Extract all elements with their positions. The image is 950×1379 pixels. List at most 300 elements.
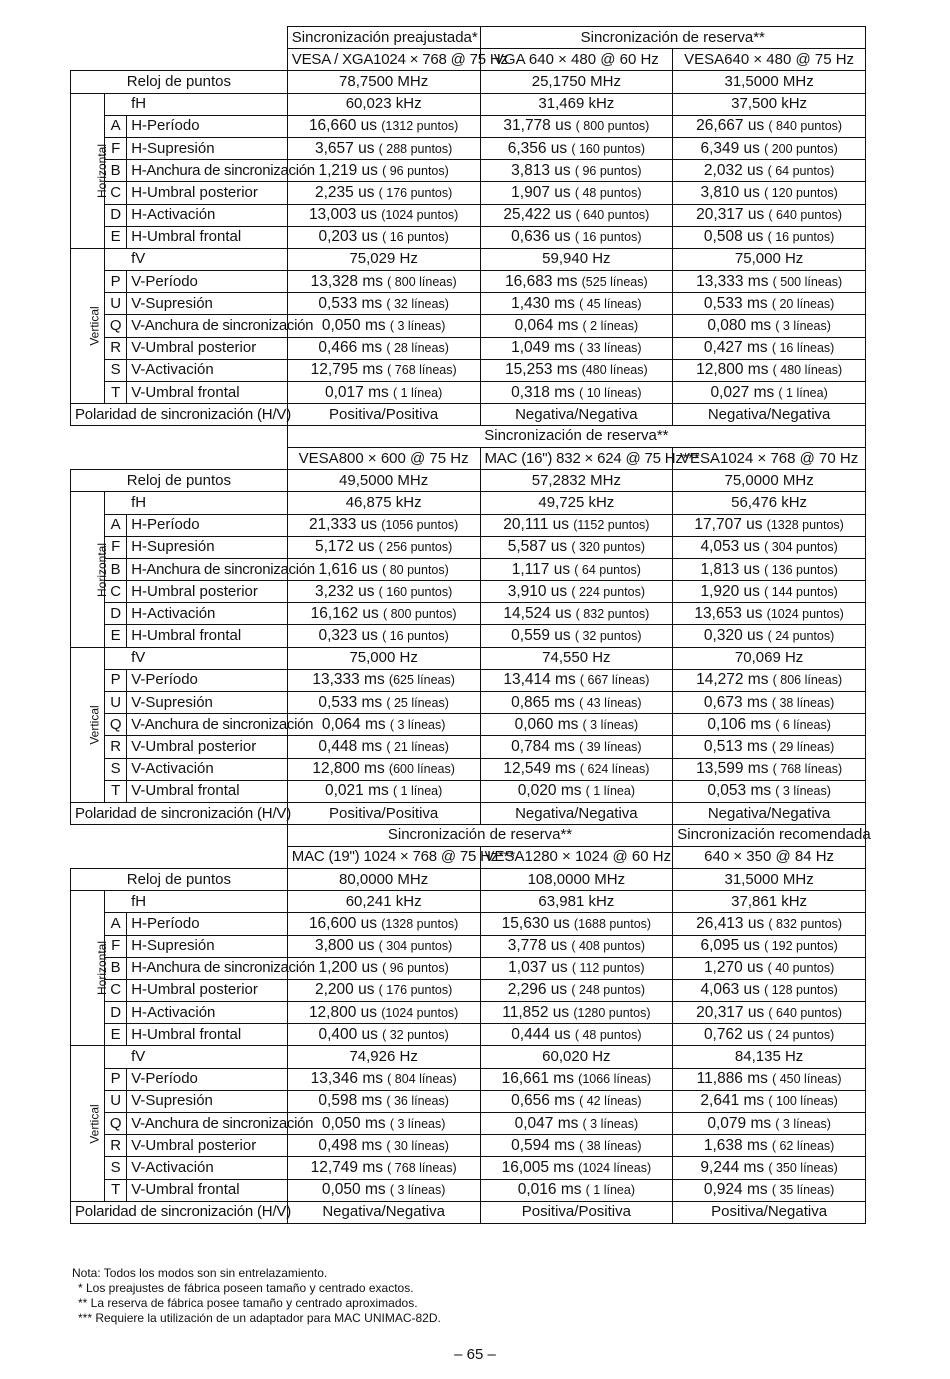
row-letter: P bbox=[105, 1068, 127, 1090]
row-letter: P bbox=[105, 669, 127, 691]
table-row bbox=[71, 736, 866, 758]
table-row bbox=[71, 315, 866, 337]
timing-value: 4,063 us bbox=[700, 981, 760, 999]
value-cell bbox=[673, 957, 866, 979]
count-value: ( 2 líneas) bbox=[582, 319, 639, 334]
count-value: ( 224 puntos) bbox=[571, 584, 646, 599]
count-value: ( 100 líneas) bbox=[768, 1094, 838, 1109]
vertical-group-label bbox=[71, 647, 105, 802]
timing-value: 2,641 ms bbox=[700, 1092, 765, 1110]
table-row bbox=[71, 1157, 866, 1179]
value-cell bbox=[673, 603, 866, 625]
count-value: ( 16 puntos) bbox=[382, 230, 449, 245]
value-cell bbox=[673, 1024, 866, 1046]
timing-value: 0,784 ms bbox=[511, 738, 575, 755]
row-label: fH bbox=[105, 93, 288, 115]
count-value: ( 16 puntos) bbox=[574, 230, 642, 245]
count-value: ( 21 líneas) bbox=[386, 740, 449, 754]
row-letter: T bbox=[105, 780, 127, 802]
timing-value: 0,508 us bbox=[703, 228, 764, 246]
count-value: ( 3 líneas) bbox=[389, 1116, 446, 1131]
row-letter: P bbox=[105, 271, 127, 293]
count-value: ( 640 puntos) bbox=[768, 1005, 843, 1020]
value-cell: Negativa/Negativa bbox=[480, 404, 673, 426]
table-row bbox=[71, 115, 866, 137]
value-cell bbox=[673, 514, 866, 536]
value-cell bbox=[480, 536, 673, 558]
count-value: ( 176 puntos) bbox=[378, 185, 453, 200]
value-cell bbox=[673, 780, 866, 802]
count-value: ( 1 línea) bbox=[392, 385, 443, 400]
value-cell bbox=[480, 204, 673, 226]
value-cell: 80,0000 MHz bbox=[287, 868, 480, 890]
table-row bbox=[71, 957, 866, 979]
timing-page bbox=[70, 26, 870, 1224]
timing-value: 11,852 us bbox=[502, 1003, 570, 1021]
table-row bbox=[71, 182, 866, 204]
timing-table bbox=[70, 26, 866, 426]
timing-value: 15,253 ms bbox=[505, 361, 578, 379]
timing-value: 1,430 ms bbox=[511, 294, 575, 312]
value-cell bbox=[480, 913, 673, 935]
count-value: (525 líneas) bbox=[581, 274, 648, 289]
table-row bbox=[71, 1135, 866, 1157]
timing-value: 16,600 us bbox=[308, 914, 378, 932]
timing-value: 0,021 ms bbox=[325, 782, 389, 800]
value-cell bbox=[287, 758, 480, 780]
row-label: fH bbox=[105, 492, 288, 514]
timing-value: 16,683 ms bbox=[505, 272, 578, 290]
timing-value: 1,117 us bbox=[511, 560, 571, 578]
value-cell: 37,500 kHz bbox=[673, 93, 866, 115]
value-cell bbox=[673, 736, 866, 758]
value-cell bbox=[673, 359, 866, 381]
clock-label: Reloj de puntos bbox=[71, 71, 288, 93]
note-line: *** Requiere la utilización de un adaptador para MAC UNIMAC-82D. bbox=[78, 1311, 441, 1325]
timing-value: 0,924 ms bbox=[703, 1181, 768, 1199]
timing-value: 0,203 us bbox=[318, 228, 378, 246]
value-cell: Negativa/Negativa bbox=[287, 1201, 480, 1223]
timing-value: 0,320 us bbox=[703, 627, 764, 645]
value-cell: 74,926 Hz bbox=[287, 1046, 480, 1068]
row-label: fV bbox=[105, 248, 288, 270]
count-value: ( 1 línea) bbox=[392, 784, 443, 799]
value-cell bbox=[480, 1113, 673, 1135]
horizontal-group-label bbox=[71, 891, 110, 1046]
timing-value: 13,328 ms bbox=[310, 272, 383, 290]
vertical-group-label bbox=[71, 248, 105, 403]
value-cell bbox=[287, 957, 480, 979]
timing-value: 0,533 ms bbox=[703, 294, 768, 312]
timing-value: 13,333 ms bbox=[696, 272, 769, 290]
row-label: V-Umbral posterior bbox=[127, 736, 288, 758]
timing-value: 0,498 ms bbox=[318, 1136, 383, 1154]
value-cell bbox=[480, 226, 673, 248]
count-value: (625 líneas) bbox=[388, 673, 455, 688]
value-cell bbox=[673, 558, 866, 580]
count-value: ( 38 líneas) bbox=[579, 1138, 642, 1153]
value-cell bbox=[287, 293, 480, 315]
timing-value: 1,616 us bbox=[318, 560, 378, 578]
value-cell bbox=[673, 226, 866, 248]
row-letter: B bbox=[105, 558, 127, 580]
count-value: ( 408 puntos) bbox=[571, 939, 646, 954]
value-cell bbox=[287, 714, 480, 736]
count-value: ( 1 línea) bbox=[778, 385, 828, 400]
timing-value: 1,270 us bbox=[703, 959, 764, 977]
row-label: H-Anchura de sincronización bbox=[127, 160, 288, 182]
mode-header: VESA1024 × 768 @ 70 Hz bbox=[673, 447, 866, 469]
timing-value: 12,800 ms bbox=[312, 760, 385, 778]
timing-value: 2,235 us bbox=[314, 183, 375, 201]
table-row bbox=[71, 1068, 866, 1090]
timing-value: 17,707 us bbox=[694, 516, 763, 534]
timing-value: 13,346 ms bbox=[310, 1070, 383, 1088]
row-letter: D bbox=[105, 603, 127, 625]
row-label: V-Umbral frontal bbox=[127, 382, 288, 404]
count-value: ( 256 puntos) bbox=[378, 540, 453, 555]
value-cell bbox=[673, 1179, 866, 1201]
timing-value: 11,886 ms bbox=[696, 1070, 768, 1088]
value-cell: 49,725 kHz bbox=[480, 492, 673, 514]
clock-label: Reloj de puntos bbox=[71, 868, 288, 890]
count-value: ( 40 puntos) bbox=[767, 961, 835, 976]
group-label-text: Horizontal bbox=[95, 143, 110, 198]
timing-value: 0,060 ms bbox=[514, 715, 579, 733]
row-letter: Q bbox=[105, 714, 127, 736]
row-label: V-Activación bbox=[127, 359, 288, 381]
row-letter: U bbox=[105, 1090, 127, 1112]
value-cell bbox=[480, 714, 673, 736]
count-value: ( 20 líneas) bbox=[771, 296, 835, 311]
group-header: Sincronización preajustada* bbox=[287, 27, 480, 49]
timing-value: 12,800 us bbox=[308, 1003, 378, 1021]
count-value: ( 43 líneas) bbox=[579, 695, 642, 710]
count-value: ( 248 puntos) bbox=[571, 983, 646, 998]
table-row bbox=[71, 248, 866, 270]
value-cell bbox=[480, 1068, 673, 1090]
table-row bbox=[71, 293, 866, 315]
value-cell bbox=[287, 603, 480, 625]
row-letter: Q bbox=[105, 315, 127, 337]
mode-header: MAC (19") 1024 × 768 @ 75 Hz*** bbox=[287, 846, 480, 868]
timing-value: 14,272 ms bbox=[696, 671, 769, 689]
value-cell bbox=[673, 758, 866, 780]
count-value: ( 16 puntos) bbox=[767, 230, 835, 245]
value-cell: 31,5000 MHz bbox=[673, 71, 866, 93]
value-cell bbox=[480, 514, 673, 536]
value-cell bbox=[673, 1090, 866, 1112]
table-row bbox=[71, 868, 866, 890]
timing-value: 0,533 ms bbox=[318, 693, 383, 711]
table-row bbox=[71, 692, 866, 714]
timing-value: 0,427 ms bbox=[703, 339, 768, 357]
value-cell bbox=[673, 536, 866, 558]
count-value: (1024 puntos) bbox=[381, 208, 459, 223]
count-value: ( 96 puntos) bbox=[382, 163, 449, 178]
timing-value: 3,657 us bbox=[314, 139, 375, 157]
table-row bbox=[71, 226, 866, 248]
count-value: ( 3 líneas) bbox=[389, 319, 446, 334]
timing-value: 12,549 ms bbox=[503, 760, 576, 778]
value-cell bbox=[480, 382, 673, 404]
timing-value: 0,598 ms bbox=[318, 1092, 383, 1110]
value-cell bbox=[673, 625, 866, 647]
value-cell bbox=[287, 226, 480, 248]
row-label: H-Período bbox=[127, 115, 288, 137]
timing-tables bbox=[70, 26, 870, 1224]
value-cell bbox=[480, 957, 673, 979]
table-row bbox=[71, 581, 866, 603]
timing-value: 0,106 ms bbox=[707, 715, 772, 733]
note-line: ** La reserva de fábrica posee tamaño y centrado aproximados. bbox=[78, 1296, 418, 1310]
timing-value: 1,813 us bbox=[700, 560, 760, 578]
row-label: H-Supresión bbox=[127, 536, 288, 558]
row-label: H-Umbral frontal bbox=[127, 226, 288, 248]
value-cell bbox=[673, 1068, 866, 1090]
timing-value: 0,027 ms bbox=[710, 383, 775, 401]
count-value: ( 144 puntos) bbox=[764, 584, 838, 599]
value-cell: Positiva/Negativa bbox=[673, 1201, 866, 1223]
value-cell bbox=[287, 913, 480, 935]
value-cell: 84,135 Hz bbox=[673, 1046, 866, 1068]
row-label: H-Umbral frontal bbox=[127, 625, 288, 647]
timing-value: 6,356 us bbox=[507, 139, 568, 157]
value-cell: 74,550 Hz bbox=[480, 647, 673, 669]
value-cell bbox=[287, 1002, 480, 1024]
count-value: ( 200 puntos) bbox=[764, 141, 838, 156]
value-cell bbox=[287, 160, 480, 182]
count-value: ( 800 líneas) bbox=[387, 274, 457, 289]
count-value: ( 32 puntos) bbox=[574, 629, 642, 644]
timing-value: 0,448 ms bbox=[318, 738, 383, 755]
timing-value: 16,660 us bbox=[308, 117, 378, 135]
timing-value: 2,032 us bbox=[703, 161, 764, 179]
count-value: ( 768 líneas) bbox=[772, 762, 843, 777]
count-value: ( 32 líneas) bbox=[386, 296, 449, 311]
polarity-label: Polaridad de sincronización (H/V) bbox=[71, 404, 288, 426]
table-row bbox=[71, 891, 866, 913]
timing-value: 31,778 us bbox=[503, 117, 572, 135]
value-cell bbox=[673, 1113, 866, 1135]
table-row bbox=[71, 603, 866, 625]
value-cell: Negativa/Negativa bbox=[673, 802, 866, 824]
row-letter: S bbox=[105, 359, 127, 381]
mode-header: MAC (16") 832 × 624 @ 75 Hz*** bbox=[480, 447, 673, 469]
row-letter: F bbox=[105, 536, 127, 558]
count-value: (480 líneas) bbox=[581, 363, 648, 378]
count-value: ( 3 líneas) bbox=[582, 1116, 639, 1131]
value-cell bbox=[287, 1090, 480, 1112]
value-cell bbox=[480, 137, 673, 159]
value-cell bbox=[673, 182, 866, 204]
table-row bbox=[71, 802, 866, 824]
timing-value: 26,413 us bbox=[696, 914, 765, 932]
value-cell bbox=[287, 581, 480, 603]
table-row bbox=[71, 492, 866, 514]
value-cell bbox=[287, 1068, 480, 1090]
timing-value: 5,587 us bbox=[507, 538, 568, 556]
timing-value: 13,414 ms bbox=[503, 671, 576, 689]
value-cell bbox=[480, 780, 673, 802]
count-value: ( 32 puntos) bbox=[382, 1027, 449, 1042]
timing-value: 0,865 ms bbox=[511, 693, 575, 711]
value-cell: 37,861 kHz bbox=[673, 891, 866, 913]
row-letter: D bbox=[105, 1002, 127, 1024]
timing-value: 1,200 us bbox=[318, 959, 378, 977]
row-label: H-Umbral frontal bbox=[127, 1024, 288, 1046]
table-row bbox=[71, 1179, 866, 1201]
value-cell: 31,469 kHz bbox=[480, 93, 673, 115]
timing-value: 0,016 ms bbox=[517, 1181, 582, 1199]
timing-value: 12,749 ms bbox=[310, 1158, 383, 1176]
group-label-text: Vertical bbox=[87, 1103, 102, 1144]
row-label: V-Supresión bbox=[127, 692, 288, 714]
timing-value: 12,795 ms bbox=[310, 361, 383, 379]
value-cell bbox=[673, 913, 866, 935]
timing-value: 0,080 ms bbox=[707, 317, 772, 335]
value-cell bbox=[287, 115, 480, 137]
value-cell bbox=[287, 1024, 480, 1046]
timing-value: 0,533 ms bbox=[318, 294, 383, 312]
value-cell bbox=[287, 137, 480, 159]
mode-header: VGA 640 × 480 @ 60 Hz bbox=[480, 49, 673, 71]
value-cell bbox=[480, 115, 673, 137]
value-cell bbox=[673, 714, 866, 736]
timing-value: 12,800 ms bbox=[696, 361, 769, 379]
value-cell bbox=[480, 1157, 673, 1179]
count-value: ( 62 líneas) bbox=[771, 1138, 835, 1153]
row-letter: C bbox=[105, 581, 127, 603]
value-cell bbox=[480, 1090, 673, 1112]
row-letter: E bbox=[105, 625, 127, 647]
row-label: V-Activación bbox=[127, 1157, 288, 1179]
table-row bbox=[71, 758, 866, 780]
count-value: ( 6 líneas) bbox=[775, 717, 831, 732]
timing-table bbox=[70, 824, 871, 1224]
count-value: (1056 puntos) bbox=[381, 518, 459, 533]
value-cell: 31,5000 MHz bbox=[673, 868, 866, 890]
table-row bbox=[71, 271, 866, 293]
table-row bbox=[71, 93, 866, 115]
value-cell bbox=[480, 558, 673, 580]
value-cell bbox=[480, 337, 673, 359]
count-value: ( 24 puntos) bbox=[767, 1027, 835, 1042]
timing-value: 3,910 us bbox=[507, 582, 568, 600]
timing-table bbox=[70, 425, 866, 825]
value-cell bbox=[287, 692, 480, 714]
count-value: ( 29 líneas) bbox=[771, 740, 835, 754]
value-cell bbox=[287, 736, 480, 758]
table-row bbox=[71, 382, 866, 404]
group-label-text: Horizontal bbox=[95, 542, 110, 597]
count-value: ( 28 líneas) bbox=[386, 341, 449, 356]
table-row bbox=[71, 71, 866, 93]
count-value: ( 288 puntos) bbox=[378, 141, 453, 156]
horizontal-group-label bbox=[71, 93, 110, 248]
row-label: fV bbox=[105, 647, 288, 669]
table-row bbox=[71, 625, 866, 647]
row-letter: U bbox=[105, 692, 127, 714]
count-value: ( 10 líneas) bbox=[579, 385, 642, 400]
timing-value: 0,513 ms bbox=[703, 738, 768, 755]
count-value: ( 36 líneas) bbox=[386, 1094, 449, 1109]
timing-value: 1,920 us bbox=[700, 582, 760, 600]
row-label: H-Período bbox=[127, 913, 288, 935]
value-cell: 75,0000 MHz bbox=[673, 470, 866, 492]
value-cell bbox=[480, 625, 673, 647]
row-label: H-Activación bbox=[127, 204, 288, 226]
count-value: ( 16 líneas) bbox=[771, 341, 835, 356]
value-cell bbox=[287, 979, 480, 1001]
timing-value: 0,064 ms bbox=[514, 317, 579, 335]
value-cell: 70,069 Hz bbox=[673, 647, 866, 669]
count-value: ( 192 puntos) bbox=[764, 939, 838, 954]
timing-value: 2,296 us bbox=[507, 981, 568, 999]
count-value: ( 96 puntos) bbox=[574, 163, 642, 178]
row-label: H-Supresión bbox=[127, 935, 288, 957]
value-cell: 60,241 kHz bbox=[287, 891, 480, 913]
table-row bbox=[71, 470, 866, 492]
row-letter: E bbox=[105, 1024, 127, 1046]
count-value: (1024 puntos) bbox=[766, 606, 844, 621]
value-cell: 75,029 Hz bbox=[287, 248, 480, 270]
table-row bbox=[71, 647, 866, 669]
count-value: ( 64 puntos) bbox=[574, 562, 641, 577]
count-value: ( 160 puntos) bbox=[378, 584, 453, 599]
value-cell bbox=[480, 1179, 673, 1201]
row-label: fV bbox=[105, 1046, 288, 1068]
value-cell bbox=[287, 935, 480, 957]
row-label: V-Umbral posterior bbox=[127, 1135, 288, 1157]
value-cell bbox=[480, 315, 673, 337]
table-row bbox=[71, 337, 866, 359]
timing-value: 0,017 ms bbox=[325, 383, 389, 401]
value-cell bbox=[480, 160, 673, 182]
timing-value: 25,422 us bbox=[503, 206, 572, 224]
value-cell: Negativa/Negativa bbox=[673, 404, 866, 426]
count-value: ( 804 líneas) bbox=[387, 1072, 457, 1087]
timing-value: 20,111 us bbox=[503, 516, 570, 534]
row-letter: U bbox=[105, 293, 127, 315]
value-cell bbox=[480, 1024, 673, 1046]
value-cell: 60,020 Hz bbox=[480, 1046, 673, 1068]
group-label-text: Vertical bbox=[87, 705, 102, 745]
count-value: (600 líneas) bbox=[388, 762, 455, 777]
value-cell bbox=[673, 271, 866, 293]
value-cell bbox=[673, 137, 866, 159]
count-value: (1688 puntos) bbox=[573, 916, 652, 931]
value-cell bbox=[673, 692, 866, 714]
value-cell bbox=[673, 1002, 866, 1024]
note-line: * Los preajustes de fábrica poseen tamaño y centrado exactos. bbox=[78, 1281, 414, 1295]
value-cell bbox=[287, 780, 480, 802]
table-row bbox=[71, 1113, 866, 1135]
count-value: ( 3 líneas) bbox=[582, 717, 639, 732]
row-label: H-Período bbox=[127, 514, 288, 536]
value-cell bbox=[287, 182, 480, 204]
row-label: V-Período bbox=[127, 271, 288, 293]
timing-value: 0,050 ms bbox=[321, 317, 386, 335]
timing-value: 20,317 us bbox=[696, 1003, 765, 1021]
footnotes bbox=[72, 1266, 441, 1326]
row-label: V-Supresión bbox=[127, 293, 288, 315]
value-cell bbox=[673, 935, 866, 957]
value-cell: 75,000 Hz bbox=[673, 248, 866, 270]
value-cell bbox=[287, 1113, 480, 1135]
row-letter: T bbox=[105, 1179, 127, 1201]
count-value: ( 38 líneas) bbox=[771, 695, 835, 710]
